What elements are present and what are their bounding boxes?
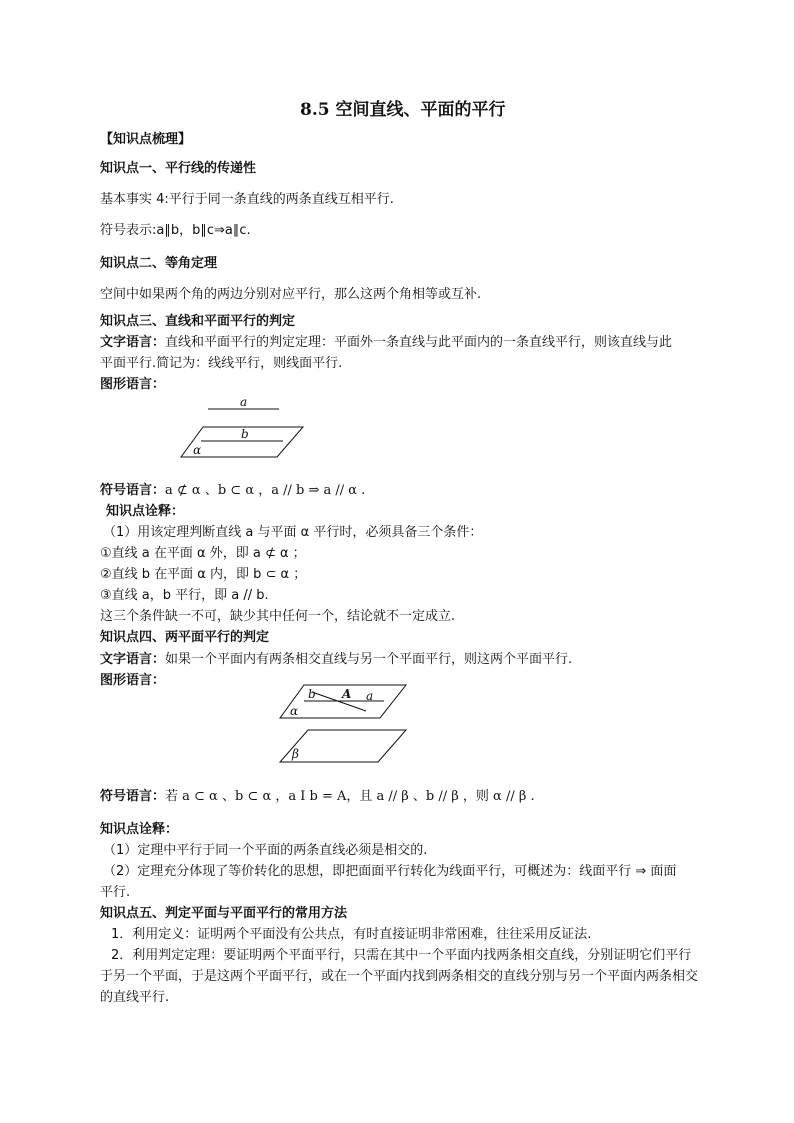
page-title: 8.5 空间直线、平面的平行: [300, 100, 506, 120]
label-a: a: [240, 395, 248, 409]
k3-text-label: 文字语言：: [100, 335, 166, 350]
k3-note-3: ②直线 b 在平面 α 内，即 b ⊂ α ；: [100, 567, 307, 582]
label-a: a: [366, 689, 374, 703]
k4-text-label: 文字语言：: [100, 652, 166, 667]
label-b: b: [241, 427, 249, 441]
k5-method-2-line1: 2．利用判定定理：要证明两个平面平行，只需在其中一个平面内找两条相交直线，分别证明它们平行: [111, 948, 692, 963]
k1-line1: 基本事实 4:平行于同一条直线的两条直线互相平行.: [100, 192, 394, 207]
k3-heading: 知识点三、直线和平面平行的判定: [100, 314, 296, 329]
k5-method-2-line3: 的直线平行.: [100, 990, 170, 1005]
plane-plane-parallel-figure: [278, 680, 410, 770]
k4-text-1: 如果一个平面内有两条相交直线与另一个平面平行，则这两个平面平行.: [165, 652, 573, 667]
k4-note-label: 知识点诠释：: [100, 822, 179, 837]
label-A: A: [342, 687, 352, 701]
section-label: 【知识点梳理】: [100, 132, 192, 147]
k3-text-1: 直线和平面平行的判定定理：平面外一条直线与此平面内的一条直线平行，则该直线与此: [165, 335, 673, 350]
k3-note-5: 这三个条件缺一不可，缺少其中任何一个，结论就不一定成立.: [100, 609, 456, 624]
k5-method-2-line2: 于另一个平面，于是这两个平面平行，或在一个平面内找到两条相交的直线分别与另一个平面内两条相交: [100, 969, 699, 984]
k3-note-2: ①直线 a 在平面 α 外，即 a ⊄ α ；: [100, 546, 306, 561]
k3-note-label: 知识点诠释：: [106, 504, 185, 519]
k4-note-3: 平行.: [100, 885, 131, 900]
k3-text-2: 平面平行.简记为：线线平行，则线面平行.: [100, 356, 343, 371]
k4-note-1: （1）定理中平行于同一个平面的两条直线必须是相交的.: [103, 843, 428, 858]
label-b: b: [308, 687, 316, 701]
k5-heading: 知识点五、判定平面与平面平行的常用方法: [100, 906, 348, 921]
k3-symbol: [100, 482, 365, 500]
label-alpha: α: [290, 704, 299, 718]
k5-method-1: 1．利用定义：证明两个平面没有公共点，有时直接证明非常困难，往往采用反证法.: [111, 927, 592, 942]
label-beta: β: [292, 747, 299, 761]
k4-figure-label: 图形语言：: [100, 673, 166, 688]
k3-figure-label: 图形语言：: [100, 377, 166, 392]
k3-text: [100, 334, 672, 352]
k2-heading: 知识点二、等角定理: [100, 256, 218, 271]
k3-note-4: ③直线 a，b 平行，即 a // b.: [100, 588, 269, 603]
k4-text: [100, 651, 572, 669]
k1-line2: 符号表示:a∥b，b∥c⇒a∥c.: [100, 223, 251, 238]
k4-symbol-label: 符号语言：: [100, 789, 166, 804]
k4-heading: 知识点四、两平面平行的判定: [100, 630, 270, 645]
line-plane-parallel-figure: [175, 395, 315, 465]
k3-symbol-label: 符号语言：: [100, 483, 166, 498]
k4-symbol-text: 若 a ⊂ α 、b ⊂ α ，a I b = A，且 a // β 、b // β ，则 α // β .: [165, 789, 535, 804]
k1-heading: 知识点一、平行线的传递性: [100, 161, 257, 176]
k4-symbol: [100, 788, 535, 806]
k3-symbol-text: a ⊄ α 、b ⊂ α ，a // b ⇒ a // α .: [165, 483, 366, 498]
k4-note-2: （2）定理充分体现了等价转化的思想，即把面面平行转化为线面平行，可概述为：线面平行 ⇒ 面面: [103, 864, 677, 879]
k3-note-1: （1）用该定理判断直线 a 与平面 α 平行时，必须具备三个条件：: [103, 525, 483, 540]
k2-line1: 空间中如果两个角的两边分别对应平行，那么这两个角相等或互补.: [100, 287, 482, 302]
label-alpha: α: [193, 443, 202, 457]
